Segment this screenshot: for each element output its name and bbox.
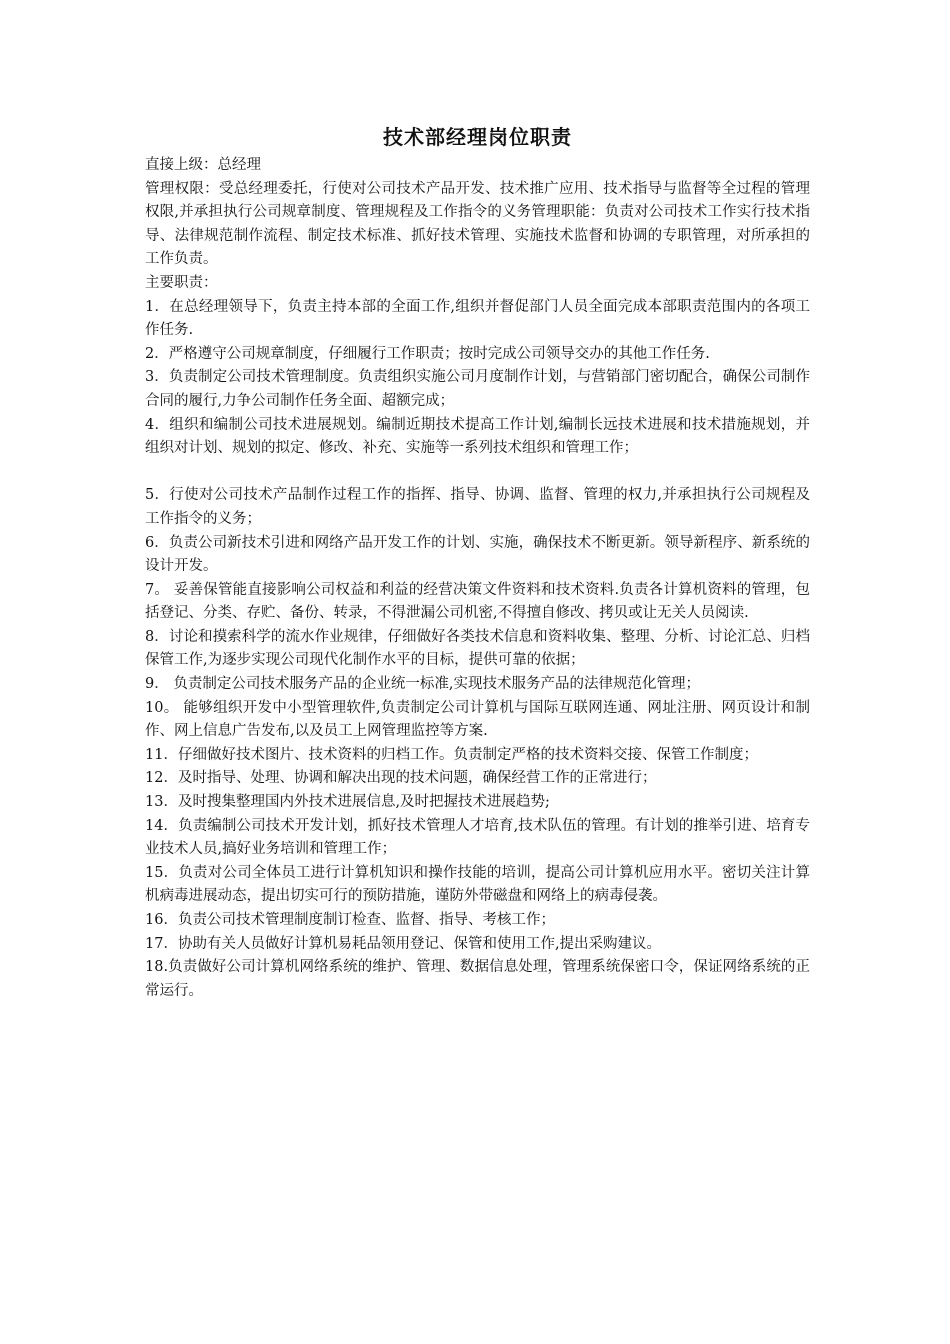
document-title: 技术部经理岗位职责	[383, 125, 572, 149]
duty-item-2: 2．严格遵守公司规章制度，仔细履行工作职责；按时完成公司领导交办的其他工作任务.	[145, 345, 710, 362]
duty-item-6: 6．负责公司新技术引进和网络产品开发工作的计划、实施，确保技术不断更新。领导新程序、新系统的设计开发。	[145, 534, 810, 575]
management-authority: 管理权限：受总经理委托，行使对公司技术产品开发、技术推广应用、技术指导与监督等全过程的管理权限,并承担执行公司规章制度、管理规程及工作指令的义务管理职能：负责对公司技术工作实行技术指导、法律规范制作流程、制定技术标准、抓好技术管理、实施技术监督和协调的专职管理，对所承担的工作负责。	[145, 180, 810, 268]
duty-item-11: 11．仔细做好技术图片、技术资料的归档工作。负责制定严格的技术资料交接、保管工作制度；	[145, 746, 758, 763]
duty-item-8: 8．讨论和摸索科学的流水作业规律，仔细做好各类技术信息和资料收集、整理、分析、讨论汇总、归档保管工作,为逐步实现公司现代化制作水平的目标，提供可靠的依据；	[145, 628, 810, 669]
duty-item-7: 7。 妥善保管能直接影响公司权益和利益的经营决策文件资料和技术资料.负责各计算机资料的管理，包括登记、分类、存贮、备份、转录，不得泄漏公司机密,不得擅自修改、拷贝或让无关人员阅读.	[145, 581, 810, 622]
duty-item-4: 4．组织和编制公司技术进展规划。编制近期技术提高工作计划,编制长远技术进展和技术措施规划，并组织对计划、规划的拟定、修改、补充、实施等一系列技术组织和管理工作；	[145, 416, 810, 457]
duty-item-1: 1．在总经理领导下，负责主持本部的全面工作,组织并督促部门人员全面完成本部职责范围内的各项工作任务.	[145, 298, 810, 339]
duty-item-15: 15．负责对公司全体员工进行计算机知识和操作技能的培训，提高公司计算机应用水平。密切关注计算机病毒进展动态，提出切实可行的预防措施，谨防外带磁盘和网络上的病毒侵袭。	[145, 864, 810, 905]
duty-item-13: 13．及时搜集整理国内外技术进展信息,及时把握技术进展趋势;	[145, 794, 550, 811]
duties-heading: 主要职责：	[145, 274, 218, 291]
duty-item-9: 9． 负责制定公司技术服务产品的企业统一标准,实现技术服务产品的法律规范化管理；	[145, 676, 700, 693]
document-page	[145, 122, 810, 1003]
duty-item-10: 10。 能够组织开发中小型管理软件,负责制定公司计算机与国际互联网连通、网址注册、网页设计和制作、网上信息广告发布,以及员工上网管理监控等方案.	[145, 699, 810, 740]
direct-superior: 直接上级：总经理	[145, 157, 261, 173]
duty-item-5: 5．行使对公司技术产品制作过程工作的指挥、指导、协调、监督、管理的权力,并承担执行公司规程及工作指令的义务；	[145, 487, 810, 527]
blank-line	[145, 461, 810, 485]
duty-item-14: 14．负责编制公司技术开发计划，抓好技术管理人才培育,技术队伍的管理。有计划的推举引进、培育专业技术人员,搞好业务培训和管理工作；	[145, 817, 810, 858]
duty-item-16: 16．负责公司技术管理制度制订检查、监督、指导、考核工作；	[145, 912, 555, 928]
duty-item-3: 3．负责制定公司技术管理制度。负责组织实施公司月度制作计划，与营销部门密切配合，确保公司制作合同的履行,力争公司制作任务全面、超额完成；	[145, 369, 810, 409]
duty-item-18: 18.负责做好公司计算机网络系统的维护、管理、数据信息处理，管理系统保密口令，保证网络系统的正常运行。	[145, 959, 810, 999]
duty-item-17: 17．协助有关人员做好计算机易耗品领用登记、保管和使用工作,提出采购建议。	[145, 935, 662, 952]
duty-item-12: 12．及时指导、处理、协调和解决出现的技术问题，确保经营工作的正常进行；	[145, 770, 657, 787]
